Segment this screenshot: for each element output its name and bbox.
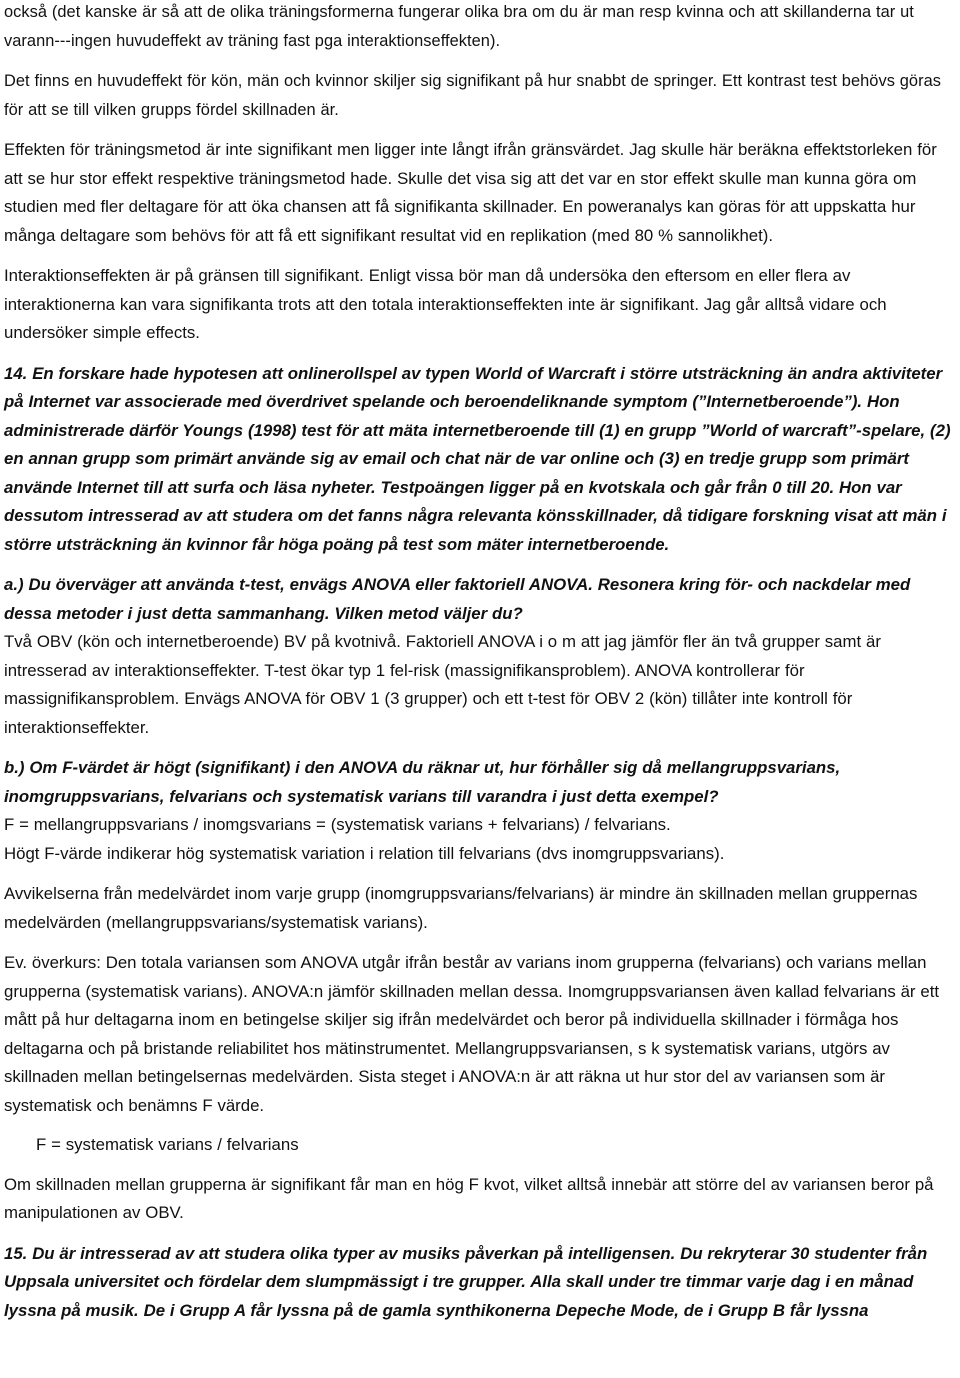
f-formula [4, 1131, 960, 1160]
paragraph-training-interaction [4, 0, 960, 55]
answer-text: Två OBV (kön och internetberoende) BV på kvotnivå. Faktoriell ANOVA i o m att jag jämför fler än två grupper samt är intresserad av interaktionseffekter. T-test ökar typ 1 fel-risk (massignifikansproblem). ANOVA kontrollerar för massignifikansproblem. Envägs ANOVA för OBV 1 (3 grupper) och ett t-test för OBV 2 (kön) tillåter inte kontroll för interaktionseffekter. [4, 632, 881, 737]
question-14 [4, 360, 960, 560]
answer-14b-deviations [4, 880, 960, 937]
question-text: 15. Du är intresserad av att studera olika typer av musiks påverkan på intelligensen. Du rekryterar 30 studenter från Uppsala universitet och fördelar dem slumpmässigt i tre grupper. Alla skall under tre timmar varje dag i en månad lyssna på musik. De i Grupp A får lyssna på de gamla synthikonerna Depeche Mode, de i Grupp B får lyssna [4, 1243, 928, 1320]
paragraph-text: Interaktionseffekten är på gränsen till signifikant. Enligt vissa bör man då undersöka den eftersom en eller flera av interaktionerna kan vara signifikanta trots att den totala interaktionseffekten inte är signifikant. Jag går alltså vidare och undersöker simple effects. [4, 266, 887, 342]
question-14b [4, 754, 960, 811]
answer-14a [4, 628, 960, 742]
answer-text: F = mellangruppsvarians / inomgsvarians = (systematisk varians + felvarians) / felvarians. [4, 815, 671, 834]
question-text: a.) Du överväger att använda t-test, envägs ANOVA eller faktoriell ANOVA. Resonera kring för- och nackdelar med dessa metoder i just detta sammanhang. Vilken metod väljer du? [4, 575, 911, 623]
question-14a [4, 571, 960, 628]
formula-text: F = systematisk varians / felvarians [36, 1135, 299, 1154]
answer-text: Om skillnaden mellan grupperna är signifikant får man en hög F kvot, vilket alltså innebär att större del av variansen beror på manipulationen av OBV. [4, 1174, 934, 1222]
paragraph-text: Det finns en huvudeffekt för kön, män och kvinnor skiljer sig signifikant på hur snabbt de springer. Ett kontrast test behövs göras för att se till vilken grupps fördel skillnaden är. [4, 72, 942, 119]
answer-14b-conclusion [4, 1171, 960, 1228]
question-15 [4, 1240, 960, 1326]
answer-14b-extra [4, 949, 960, 1120]
answer-14b-high-f [4, 840, 960, 869]
paragraph-text: också (det kanske är så att de olika träningsformerna fungerar olika bra om du är man resp kvinna och att skillanderna tar ut varann---ingen huvudeffekt av träning fast pga interaktionseffekten). [4, 3, 914, 50]
question-text: b.) Om F-värdet är högt (signifikant) i den ANOVA du räknar ut, hur förhåller sig då mellangruppsvarians, inomgruppsvarians, felvarians och systematisk varians till varandra i just detta exempel? [4, 758, 841, 806]
question-text: 14. En forskare hade hypotesen att onlinerollspel av typen World of Warcraft i större utsträckning än andra aktiviteter på Internet var associerade med överdrivet spelande och beroendeliknande symptom (”Internetberoende”). Hon administrerade därför Youngs (1998) test för att mäta internetberoende till (1) en grupp ”World of warcraft”-spelare, (2) en annan grupp som primärt använde sig av email och chat när de var online och (3) en tredje grupp som primärt använde Internet till att surfa och läsa nyheter. Testpoängen ligger på en kvotskala och går från 0 till 20. Hon var dessutom intresserad av att studera om det fanns några relevanta könsskillnader, då tidigare forskning visat att män i större utsträckning än kvinnor får höga poäng på test som mäter internetberoende. [4, 363, 951, 554]
paragraph-training-method-effect [4, 136, 960, 250]
answer-text: Högt F-värde indikerar hög systematisk variation i relation till felvarians (dvs inomgruppsvarians). [4, 843, 725, 863]
answer-text: Avvikelserna från medelvärdet inom varje grupp (inomgruppsvarians/felvarians) är mindre än skillnaden mellan gruppernas medelvärden (mellangruppsvarians/systematisk varians). [4, 884, 918, 932]
answer-text: Ev. överkurs: Den totala variansen som ANOVA utgår ifrån består av varians inom grupperna (felvarians) och varians mellan grupperna (systematisk varians). ANOVA:n jämför skillnaden mellan dessa. Inomgruppsvariansen även kallad felvarians är ett mått på hur deltagarna inom en betingelse skiljer sig ifrån medelvärdet och beror på individuella skillnader i förmåga hos deltagarna och på bristande reliabilitet hos mätinstrumentet. Mellangruppsvariansen, s k systematisk varians, utgörs av skillnaden mellan betingelsernas medelvärden. Sista steget i ANOVA:n är att räkna ut hur stor del av variansen som är systematisk och benämns F värde. [4, 953, 940, 1115]
answer-14b-formula-line [4, 811, 960, 840]
paragraph-gender-main-effect [4, 67, 960, 124]
paragraph-text: Effekten för träningsmetod är inte signifikant men ligger inte långt ifrån gränsvärdet. Jag skulle här beräkna effektstorleken för att se hur stor effekt respektive träningsmetod hade. Skulle det visa sig att det var en stor effekt skulle man kunna göra om studien med fler deltagare för att öka chansen att få signifikanta skillnader. En poweranalys kan göras för att uppskatta hur många deltagare som behövs för att få ett signifikant resultat vid en replikation (med 80 % sannolikhet). [4, 140, 937, 245]
paragraph-interaction-effect [4, 262, 960, 348]
